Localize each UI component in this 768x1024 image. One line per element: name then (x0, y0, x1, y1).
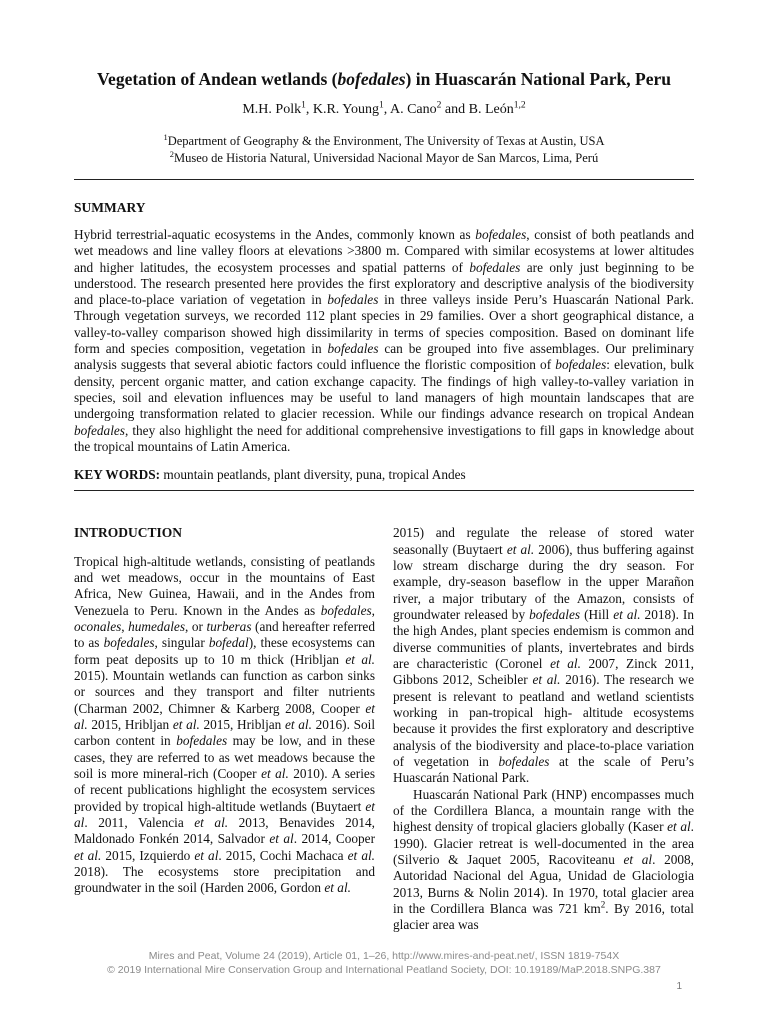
text-run: 2006), thus buffering against low stream discharge during the dry season. For example, dry-season baseflow in the upper Marañon river, a major tributary of the Amazon, consists of groundwater released by (393, 541, 694, 622)
italic-term: et al. (194, 815, 229, 830)
text-run: 2015, Izquierdo (101, 847, 195, 863)
text-run: 2015, Hribljan (199, 716, 285, 732)
text-run: , they also highlight the need for additional comprehensive investigations to fill gaps in knowledge about the tropical mountains of Latin America. (74, 422, 694, 454)
text-run: 2015) and regulate the release of stored water seasonally (Buytaert (393, 525, 694, 557)
italic-term: et al (194, 847, 219, 863)
text-run: (and hereafter referred to as (74, 618, 375, 651)
footer-copyright: © 2019 International Mire Conservation Group and International Peatland Society, DOI: 10.19189/MaP.2018.SNPG.387 (107, 964, 661, 976)
italic-term: et al. (285, 716, 312, 732)
italic-term: et al. (347, 847, 375, 863)
intro-flow-left (74, 525, 375, 934)
italic-term: et al. (74, 700, 375, 732)
intro-paragraph-2 (393, 787, 694, 934)
keywords-text: mountain peatlands, plant diversity, puna, tropical Andes (160, 467, 466, 483)
keywords-label: KEY WORDS: (74, 467, 161, 483)
text-run: : elevation, bulk density, percent organic matter, and cation exchange capacity. The findings of high valley-to-valley variation in species, soil and elevation influences may be useful to land managers of high mountain landscapes that are undergoing transformation related to glacier recession. While our findings advance research on tropical Andean (74, 357, 694, 422)
intro-flow-right (393, 525, 694, 934)
text-run: are only just beginning to be understood. The research presented here provides the first exploratory and descriptive analysis of the biodiversity and place-to-place variation of vegetation in (74, 259, 694, 308)
italic-term: bofedales (327, 341, 379, 357)
affiliation-text: Museo de Historia Natural, Universidad Nacional Mayor de San Marcos, Lima, Perú (174, 151, 599, 165)
text-run: Hybrid terrestrial-aquatic ecosystems in the Andes, commonly known as (74, 227, 476, 242)
page-number: 1 (676, 981, 682, 992)
author-separator: and (441, 102, 469, 117)
italic-term: bofedales (103, 635, 155, 651)
affiliations (74, 133, 694, 167)
affiliation-line (74, 133, 694, 150)
text-run: . 1990). Glacier retreat is well-documented in the area (Silverio & Jaquet 2005, Racoviteanu (393, 819, 694, 868)
text-run: Tropical high-altitude wetlands, consisting of peatlands and wet meadows, occur in the mountains of East Africa, New Guinea, Hawaii, and in the Andes from Venezuela to Peru. Known in the Andes as (74, 553, 375, 618)
journal-footer (0, 949, 768, 977)
text-run: , consist of both peatlands and wet meadows and line valley floors at elevations >3800 m. Compared with similar ecosystems at lower altitudes and higher latitudes, the ecosystem processes and spatial patterns of (74, 227, 694, 275)
italic-term: et al. (550, 655, 581, 671)
italic-term: et al. (532, 672, 561, 688)
keywords-divider (74, 490, 694, 491)
italic-term: et al. (172, 716, 200, 732)
title-part-1: Vegetation of Andean wetlands ( (97, 69, 338, 89)
author-list (74, 101, 694, 119)
italic-term: bofedales (176, 733, 228, 749)
italic-term: et al. (506, 541, 535, 557)
italic-term: bofedales (555, 357, 607, 373)
italic-term: humedales (128, 618, 185, 634)
text-run: (Hill (580, 606, 614, 622)
intro-paragraph-1-right (393, 525, 694, 787)
italic-term: bofedales (475, 227, 527, 242)
italic-term: et al (667, 819, 691, 835)
italic-term: et al. (74, 847, 102, 863)
italic-term: bofedales (469, 259, 521, 275)
superscript: 2 (600, 899, 606, 910)
text-run: 2007, Zinck 2011, Gibbons 2012, Scheibler (393, 655, 694, 688)
introduction-heading: INTRODUCTION (74, 525, 183, 541)
author-separator: , (383, 102, 390, 117)
text-run: , (371, 602, 375, 618)
italic-term: et al (623, 852, 653, 868)
title-part-2: ) in Huascarán National Park, Peru (405, 69, 671, 89)
italic-term: et al (269, 831, 294, 847)
paper-title (74, 0, 694, 90)
text-run: . 2015, Cochi Machaca (218, 847, 348, 863)
text-run: at the scale of Peru’s Huascarán National Park. (393, 753, 694, 786)
author-affiliation-mark: 2 (436, 100, 442, 111)
text-run: may be low, and in these cases, they are referred to as wet meadows because the soil is more mineral-rich (Cooper (74, 733, 375, 781)
italic-term: oconales (74, 618, 122, 634)
text-run: 2015, Hribljan (87, 716, 173, 732)
text-run: . 2014, Cooper (293, 831, 375, 847)
author-affiliation-mark: 1,2 (513, 100, 526, 111)
italic-term: et al. (613, 606, 641, 622)
author-name: K.R. Young (312, 102, 379, 117)
text-run: 2013, Benavides 2014, Maldonado Fonkén 2014, Salvador (74, 815, 375, 847)
affiliation-mark: 1 (163, 131, 168, 142)
summary-text (74, 227, 694, 455)
text-run: Huascarán National Park (HNP) encompasses much of the Cordillera Blanca, a mountain range with the highest density of tropical glaciers globally (Kaser (393, 786, 694, 835)
text-run: , singular (154, 635, 209, 651)
author-name: M.H. Polk (242, 102, 302, 117)
text-run: 2015). Mountain wetlands can function as carbon sinks or sources and they transport and filter nutrients (Charman 2002, Chimner & Karberg 2008, Cooper (74, 667, 375, 716)
text-run: . 2008, Autoridad Nacional del Agua, Unidad de Glaciologia 2013, Burns & Nolin 2014). In 1970, total glacier area in the Cordillera Blanca was 721 km (393, 852, 694, 917)
author-name: A. Cano (389, 102, 437, 117)
text-run: . By 2016, total glacier area was (393, 901, 694, 933)
text-run: 2016). Soil carbon content in (74, 716, 376, 749)
affiliation-line (74, 150, 694, 167)
text-run: . 2011, Valencia (84, 815, 195, 830)
italic-term: bofedales (74, 422, 125, 438)
title-italic-term: bofedales (337, 69, 406, 89)
text-run: , or (185, 618, 207, 634)
italic-term: et al. (261, 765, 289, 781)
text-run: can be grouped into five assemblages. Our preliminary analysis suggests that several abiotic factors could influence the floristic composition of (74, 341, 694, 373)
text-run: 2018). In the high Andes, plant species endemism is common and diverse communities of plants, invertebrates and birds are characteristic (Coronel (393, 606, 694, 671)
header-divider (74, 179, 694, 180)
italic-term: et al. (324, 880, 351, 896)
author-name: B. León (468, 102, 514, 117)
italic-term: bofedales (498, 753, 550, 769)
italic-term: et al. (345, 651, 375, 667)
author-affiliation-mark: 1 (378, 100, 384, 111)
text-run: in three valleys inside Peru’s Huascarán National Park. Through vegetation surveys, we recorded 112 plant species in 29 families. Over a short geographical distance, a valley-to-valley comparison showed high dissimilarity in terms of species composition. Based on dominant life form and species composition, vegetation in (74, 292, 695, 357)
intro-paragraph-1-left (74, 554, 375, 897)
affiliation-text: Department of Geography & the Environment, The University of Texas at Austin, USA (167, 134, 605, 148)
affiliation-mark: 2 (169, 148, 175, 159)
summary-heading: SUMMARY (74, 200, 146, 215)
italic-term: bofedales (320, 602, 372, 618)
text-run: 2018). The ecosystems store precipitation and groundwater in the soil (Harden 2006, Gordon (74, 864, 375, 896)
text-run: , (121, 618, 129, 634)
italic-term: bofedales (327, 292, 379, 308)
footer-citation: Mires and Peat, Volume 24 (2019), Article 01, 1–26, http://www.mires-and-peat.net/, ISSN 1819-754X (148, 950, 620, 962)
keywords-line (74, 467, 694, 483)
text-run: ), these ecosystems can form peat deposits up to 10 m thick (Hribljan (74, 635, 376, 667)
author-affiliation-mark: 1 (301, 100, 306, 111)
italic-term: bofedales (529, 606, 581, 622)
text-run: 2010). A series of recent publications highlight the ecosystem services provided by tropical high-altitude wetlands (Buytaert (74, 765, 375, 814)
text-run: 2016). The research we present is relevant to peatland and wetland scientists working in pan-tropical high- altitude ecosystems because it provides the first exploratory and descriptive analysis of the biodiversity and place-to-place variation of vegetation in (393, 672, 694, 769)
italic-term: bofedal (208, 635, 249, 651)
italic-term: et al (74, 798, 375, 830)
italic-term: turberas (206, 618, 252, 634)
body-columns (74, 525, 694, 934)
author-separator: , (305, 102, 313, 117)
